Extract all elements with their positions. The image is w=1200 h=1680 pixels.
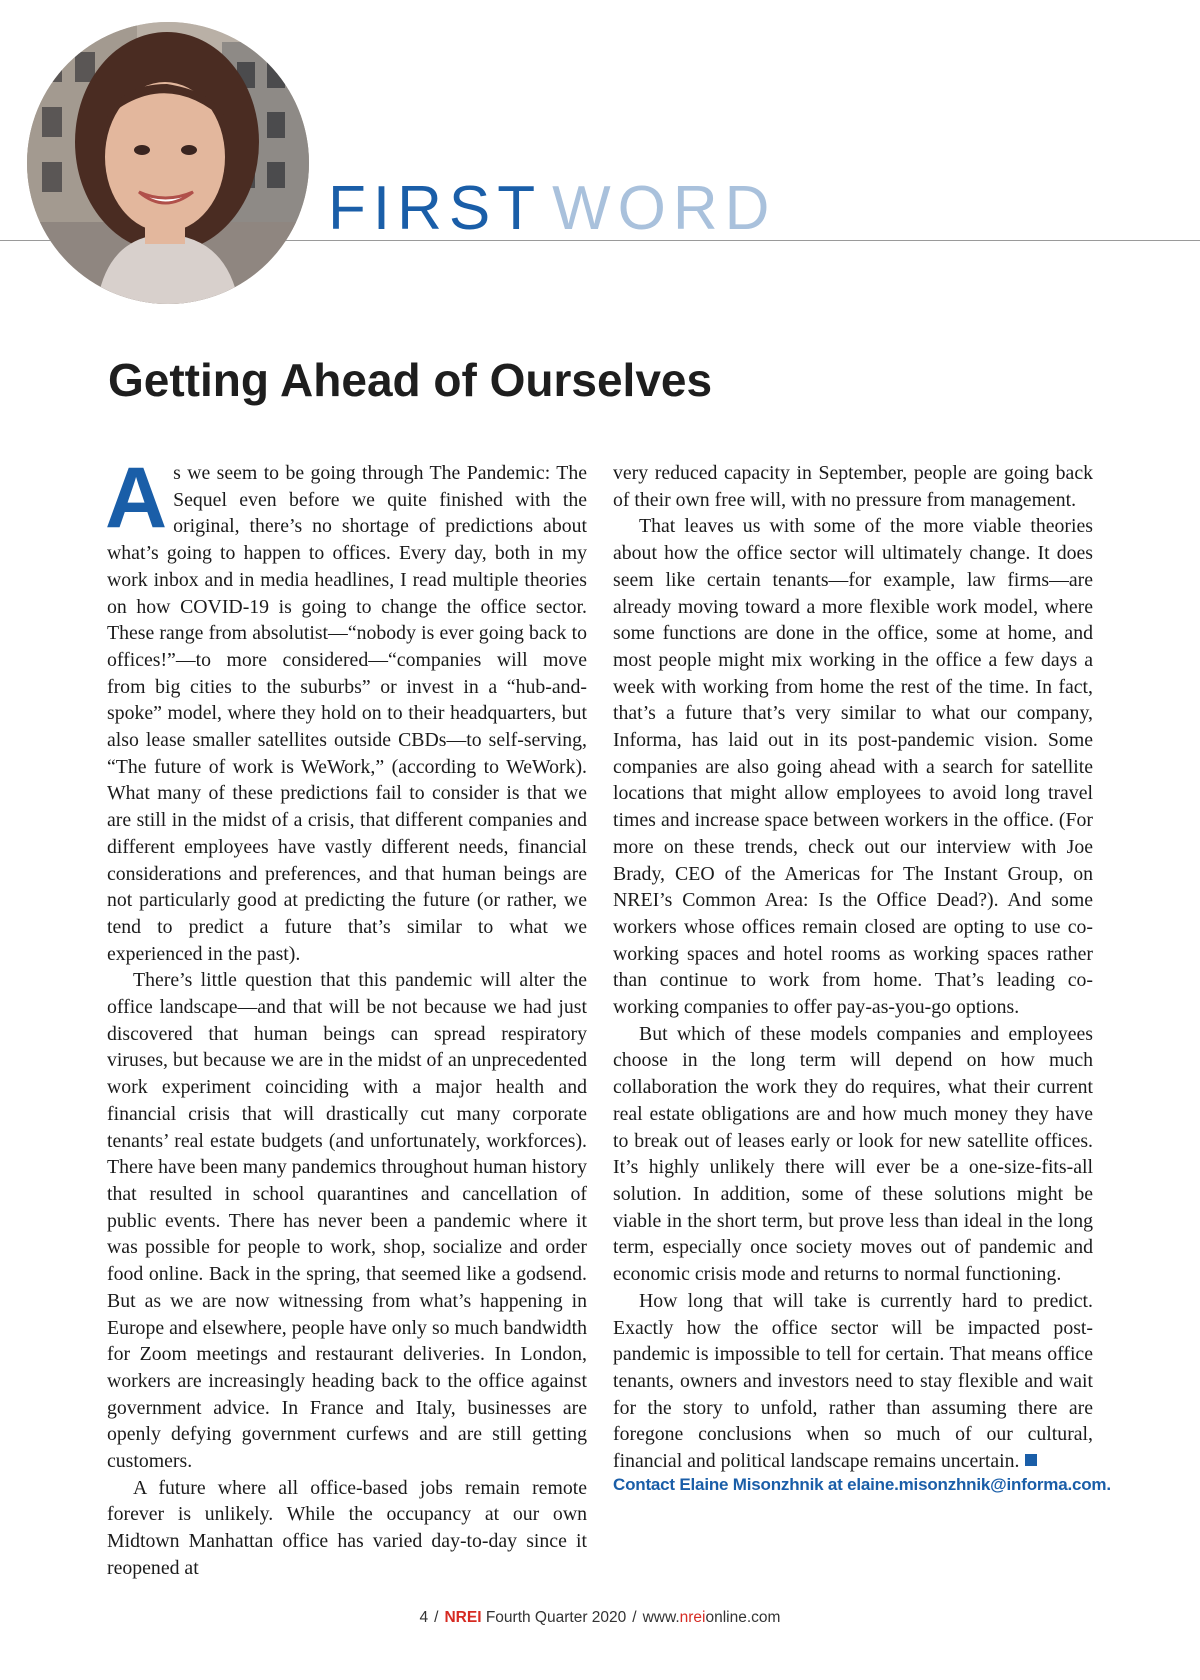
end-mark-icon <box>1025 1454 1037 1466</box>
section-title-first: FIRST <box>328 174 543 243</box>
footer-separator: / <box>434 1609 439 1626</box>
article-paragraph: very reduced capacity in September, people are going back of their own free will, with no pressure from management. <box>613 462 1093 511</box>
article-paragraph: A future where all office-based jobs remain remote forever is unlikely. While the occupancy at our own Midtown Manhattan office has varied day-to-day since it reopened at <box>107 1476 587 1579</box>
url-highlight: nrei <box>679 1609 706 1626</box>
article-column-right <box>613 460 1093 1475</box>
url-prefix: www. <box>642 1609 680 1626</box>
article-paragraph <box>613 1288 1093 1475</box>
article-paragraph: But which of these models companies and employees choose in the long term will depend on how much collaboration the work they do requires, what their current real estate obligations are and how much money they have to break out of leases early or look for new satellite offices. It’s highly unlikely there will ever be a one-size-fits-all solution. In addition, some of these solutions might be viable in the short term, but prove less than ideal in the long term, especially once society moves out of pandemic and economic crisis mode and returns to normal functioning. <box>613 1022 1093 1286</box>
paragraph-text: How long that will take is currently hard to predict. Exactly how the office sector will be impacted post-pandemic is impossible to tell for certain. That means office tenants, owners and investors need to stay flexible and wait for the story to unfold, rather than assuming there are foregone conclusions when so much of our cultural, financial and political landscape remains uncertain. <box>613 1289 1093 1473</box>
page-number: 4 <box>419 1609 429 1626</box>
brand-name: NREI <box>444 1609 482 1626</box>
page-footer <box>0 1609 1200 1627</box>
article-paragraph: That leaves us with some of the more viable theories about how the office sector will ultimately change. It does seem like certain tenants—for example, law firms—are already moving toward a more flexible work model, where some functions are done in the office, some at home, and most people might mix working in the office a few days a week with working from home the rest of the time. In fact, that’s a future that’s very similar to what our company, Informa, has laid out in its post-pandemic vision. Some companies are also going ahead with a search for satellite locations that might allow employees to avoid long travel times and increase space between workers in the office. (For more on these trends, check out our interview with Joe Brady, CEO of the Americas for The Instant Group, on NREI’s Common Area: Is the Office Dead?). And some workers whose offices remain closed are opting to use co-working spaces and hotel rooms as working spaces rather than continue to work from home. That’s leading co-working companies to offer pay-as-you-go options. <box>613 515 1093 1019</box>
article-column-left <box>105 450 587 1582</box>
author-contact: Contact Elaine Misonzhnik at elaine.misonzhnik@informa.com. <box>613 1475 1111 1494</box>
section-title-word: WORD <box>552 174 777 243</box>
drop-cap: A <box>105 450 168 546</box>
footer-separator: / <box>632 1609 637 1626</box>
url-suffix: online.com <box>705 1609 781 1626</box>
section-title <box>328 174 777 243</box>
author-photo <box>27 22 309 304</box>
article-headline: Getting Ahead of Ourselves <box>108 354 713 406</box>
footer-url[interactable] <box>643 1609 781 1626</box>
issue-label: Fourth Quarter 2020 <box>485 1609 627 1626</box>
article-paragraph: There’s little question that this pandemic will alter the office landscape—and that will be not because we had just discovered that human beings can spread respiratory viruses, but because we are in the midst of an unprecedented work experiment coinciding with a major health and financial crisis that will drastically cut many corporate tenants’ real estate budgets (and unfortunately, workforces). There have been many pandemics throughout human history that resulted in school quarantines and cancellation of public events. There has never been a pandemic where it was possible for people to work, shop, socialize and order food online. Back in the spring, that seemed like a godsend. But as we are now witnessing from what’s happening in Europe and elsewhere, people have only so much bandwidth for Zoom meetings and restaurant deliveries. In London, workers are increasingly heading back to the office against government advice. In France and Italy, businesses are openly defying government curfews and are still getting customers. <box>107 969 587 1473</box>
article-paragraph <box>105 450 587 967</box>
paragraph-text: s we seem to be going through The Pandemic: The Sequel even before we quite finished with the original, there’s no shortage of predictions about what’s going to happen to offices. Every day, both in my work inbox and in media headlines, I read multiple theories on how COVID-19 is going to change the office sector. These range from absolutist—“nobody is ever going back to offices!”—to more considered—“companies will move from big cities to the suburbs” or invest in a “hub-and-spoke” model, where they hold on to their headquarters, but also lease smaller satellites outside CBDs—to self-serving, “The future of work is WeWork,” (according to WeWork). What many of these predictions fail to consider is that we are still in the midst of a crisis, that different companies and different employees have vastly different needs, financial considerations and preferences, and that human beings are not particularly good at predicting the future (or rather, we tend to predict a future that’s similar to what we experienced in the past). <box>107 462 587 965</box>
